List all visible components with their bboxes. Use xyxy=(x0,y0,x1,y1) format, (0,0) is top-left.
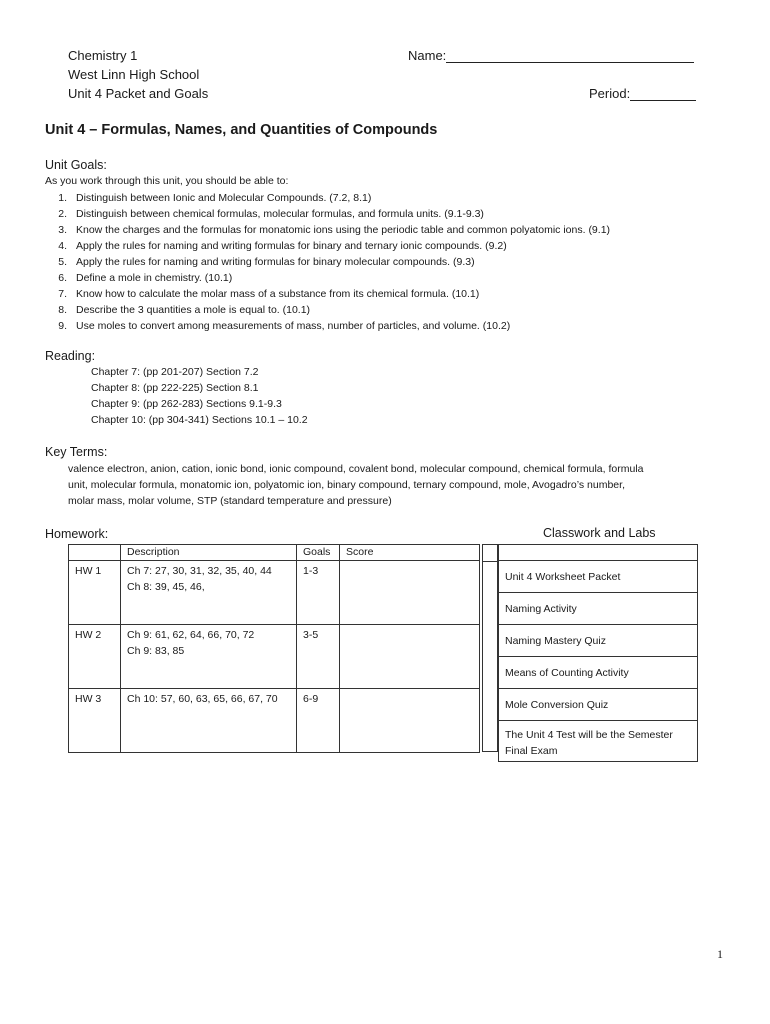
goal-item: 4. Apply the rules for naming and writing formulas for binary and ternary ionic compounds. (9.2) xyxy=(58,240,507,252)
classwork-row xyxy=(499,625,698,657)
goals-heading: Unit Goals: xyxy=(45,158,107,172)
goal-item: 9. Use moles to convert among measurements of mass, number of particles, and volume. (10.2) xyxy=(58,320,511,332)
table-row xyxy=(69,561,480,625)
key-terms-line: unit, molecular formula, monatomic ion, polyatomic ion, binary compound, ternary compound, mole, Avogadro’s number, xyxy=(68,479,625,491)
hw-label: HW 2 xyxy=(69,625,121,689)
goal-item: 3. Know the charges and the formulas for monatomic ions using the periodic table and common polyatomic ions. (9.1) xyxy=(58,224,611,236)
classwork-row xyxy=(499,593,698,625)
reading-item: Chapter 8: (pp 222-225) Section 8.1 xyxy=(91,382,259,394)
period-label: Period: xyxy=(589,86,631,101)
key-terms-heading: Key Terms: xyxy=(45,445,108,459)
key-terms-line: molar mass, molar volume, STP (standard temperature and pressure) xyxy=(68,495,392,507)
school-name: West Linn High School xyxy=(68,67,200,82)
hw-goals: 1-3 xyxy=(297,561,340,625)
goal-item: 8. Describe the 3 quantities a mole is equal to. (10.1) xyxy=(58,304,311,316)
reading-item: Chapter 9: (pp 262-283) Sections 9.1-9.3 xyxy=(91,398,282,410)
goal-item: 2. Distinguish between chemical formulas, molecular formulas, and formula units. (9.1-9.3) xyxy=(58,208,484,220)
packet-name: Unit 4 Packet and Goals xyxy=(68,86,209,101)
goals-list xyxy=(45,190,610,334)
check-column xyxy=(482,544,498,752)
hw-score[interactable] xyxy=(340,625,480,689)
name-blank[interactable] xyxy=(446,48,694,63)
classwork-item: The Unit 4 Test will be the Semester Final Exam xyxy=(499,721,698,762)
classwork-row xyxy=(499,561,698,593)
course-name: Chemistry 1 xyxy=(68,48,138,63)
classwork-item: Means of Counting Activity xyxy=(499,657,698,689)
hw-description: Ch 7: 27, 30, 31, 32, 35, 40, 44 Ch 8: 39, 45, 46, xyxy=(121,561,297,625)
hw-description: Ch 9: 61, 62, 64, 66, 70, 72 Ch 9: 83, 85 xyxy=(121,625,297,689)
classwork-row xyxy=(499,689,698,721)
key-terms-line: valence electron, anion, cation, ionic bond, ionic compound, covalent bond, molecular compound, chemical formula, formula xyxy=(68,463,644,475)
column-header: Goals xyxy=(297,545,340,561)
classwork-heading: Classwork and Labs xyxy=(543,526,656,540)
table-header-row xyxy=(499,545,698,561)
reading-item: Chapter 7: (pp 201-207) Section 7.2 xyxy=(91,366,259,378)
page-number: 1 xyxy=(717,947,723,961)
table-header-row xyxy=(69,545,480,561)
classwork-item: Naming Activity xyxy=(499,593,698,625)
goal-item: 6. Define a mole in chemistry. (10.1) xyxy=(58,272,233,284)
goals-intro: As you work through this unit, you should be able to: xyxy=(45,175,289,187)
hw-goals: 6-9 xyxy=(297,689,340,753)
classwork-item: Naming Mastery Quiz xyxy=(499,625,698,657)
classwork-row xyxy=(499,657,698,689)
hw-description: Ch 10: 57, 60, 63, 65, 66, 67, 70 xyxy=(121,689,297,753)
name-label: Name: xyxy=(408,48,447,63)
classwork-table xyxy=(498,544,698,762)
name-field[interactable] xyxy=(408,48,694,63)
column-header: Score xyxy=(340,545,480,561)
reading-heading: Reading: xyxy=(45,349,96,363)
period-field[interactable] xyxy=(589,86,696,101)
table-row xyxy=(69,625,480,689)
hw-label: HW 3 xyxy=(69,689,121,753)
page-title: Unit 4 – Formulas, Names, and Quantities of Compounds xyxy=(45,122,438,138)
classwork-row xyxy=(499,721,698,762)
hw-label: HW 1 xyxy=(69,561,121,625)
goal-item: 7. Know how to calculate the molar mass of a substance from its chemical formula. (10.1) xyxy=(58,288,480,300)
column-header: Description xyxy=(121,545,297,561)
hw-score[interactable] xyxy=(340,561,480,625)
hw-score[interactable] xyxy=(340,689,480,753)
goal-item: 1. Distinguish between Ionic and Molecular Compounds. (7.2, 8.1) xyxy=(58,192,372,204)
column-header xyxy=(69,545,121,561)
reading-item: Chapter 10: (pp 304-341) Sections 10.1 – 10.2 xyxy=(91,414,308,426)
classwork-item: Unit 4 Worksheet Packet xyxy=(499,561,698,593)
table-row xyxy=(69,689,480,753)
goal-item: 5. Apply the rules for naming and writing formulas for binary molecular compounds. (9.3) xyxy=(58,256,475,268)
classwork-item: Mole Conversion Quiz xyxy=(499,689,698,721)
hw-goals: 3-5 xyxy=(297,625,340,689)
homework-table xyxy=(68,544,480,753)
homework-heading: Homework: xyxy=(45,527,109,541)
period-blank[interactable] xyxy=(630,86,696,101)
